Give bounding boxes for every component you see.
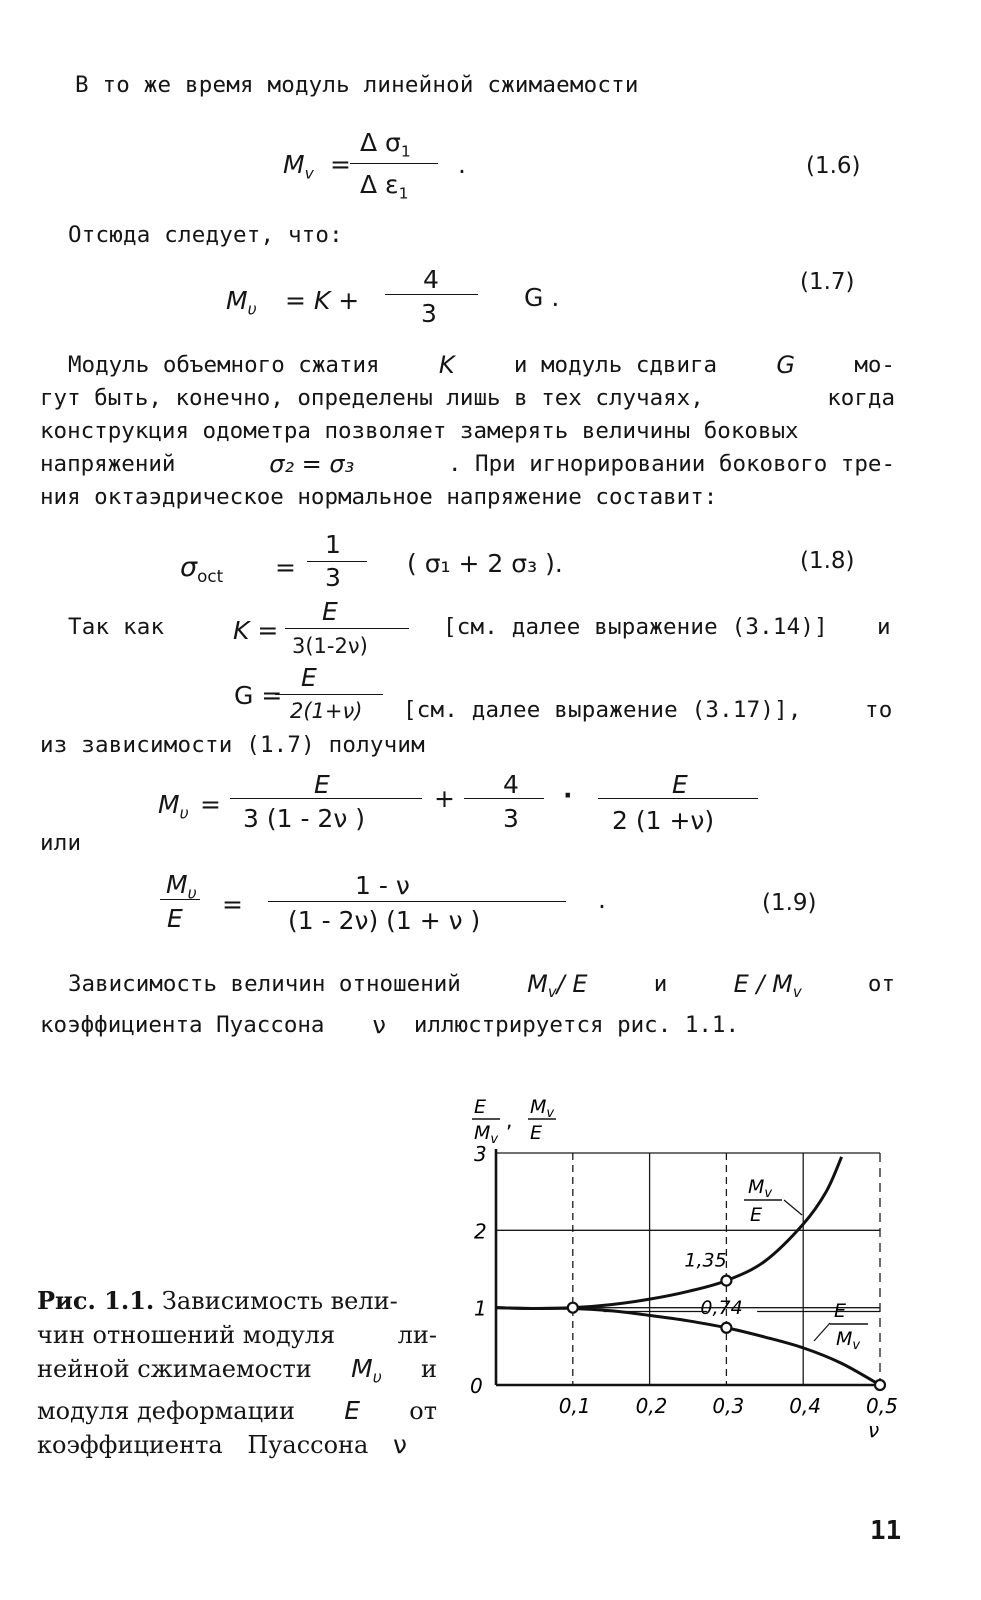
para2-text: Зависимость величин отношений [68,971,461,997]
eq18-lhs: $\sigma_{oct}$ [180,552,224,586]
symbol-nu: ν [372,1011,386,1040]
paragraph-dependence [40,968,895,1042]
k-numerator: E [322,597,338,626]
curve-label-subscript: v [852,1338,861,1353]
intro-text: В то же время модуль линейной сжимаемости [75,72,639,98]
curve-label-denominator: $M_v$ [836,1328,861,1353]
curve-label-subscript: v [764,1186,773,1201]
eq19-lhs-bar [160,899,200,900]
eq16-lhs: $M_v$ [283,150,314,183]
eq18-rhs: ( σ₁ + 2 σ₃ ). [407,549,563,578]
x-tick-label: 0,3 [712,1394,745,1418]
marked-point [875,1380,885,1390]
or-text: или [40,830,82,856]
g-to: то [865,697,893,723]
eqmid-bar3 [598,798,758,799]
x-tick-label: 0,5 [866,1394,898,1418]
eq19-dot: . [598,885,606,914]
fraction-numerator: $M_v$ [530,1096,555,1121]
curve-label-numerator: E [834,1300,847,1322]
marked-point [721,1276,731,1286]
paragraph-bulk-modulus [40,349,895,514]
y-tick-label: 2 [474,1219,487,1244]
marked-point [721,1323,731,1333]
fraction-subscript: v [546,1106,555,1121]
y-tick-label: 3 [474,1142,487,1166]
eq16-numerator: Δ $\sigma_1$ [360,128,411,161]
eqmid-plus: + [434,784,455,813]
caption-line: чин отношений модуля ли- [37,1321,437,1349]
fraction-denominator: E [530,1122,543,1144]
eqmid-n2: 4 [503,770,519,799]
para1-text: гут быть, конечно, определены лишь в тех случаях, [40,385,704,411]
eq17-tail: G . [524,283,560,312]
follows-text: Отсюда следует, что: [68,222,343,248]
figure-caption [37,1284,437,1462]
curve-label-denominator: E [750,1204,763,1226]
x-tick-label: 0,1 [558,1394,591,1418]
eq17-mid: = K + [285,286,360,315]
eq19-lhs-num: $M_\upsilon$ [166,870,197,903]
eq18-numerator: 1 [325,530,341,559]
eqmid-d3: 2 (1 +ν) [612,806,715,835]
eq16-fraction-bar [350,163,438,164]
curve-label-leader [814,1323,830,1341]
eqmid-lhs: $M_\upsilon$ [158,790,189,823]
para1-text: ния октаэдрическое нормальное напряжение составит: [40,484,718,510]
g-fraction-bar [275,694,383,695]
para1-text: когда [827,385,895,411]
eq18-equals: = [275,553,296,582]
k-fraction-bar [285,628,409,629]
series-line-mv-over-e [496,1157,842,1309]
x-tick-label: 0,4 [789,1394,822,1418]
para1-text: напряжений [40,451,176,477]
y-tick-label: 1 [474,1296,487,1321]
eq19-equals: = [222,890,243,919]
series-line-e-over-mv [496,1308,880,1385]
caption-line: коэффициента Пуассона ν [37,1430,407,1460]
eq17-fraction-bar [385,294,478,295]
axis-caption-mv-over-e [528,1096,556,1144]
eqmid-bar1 [230,798,422,799]
x-axis-label: ν [868,1418,880,1442]
fraction-numerator: E [474,1096,487,1118]
symbol-K: K [438,351,455,379]
eq16-number: (1.6) [806,153,861,179]
eq17-number: (1.7) [800,269,855,295]
point-label: 0,74 [700,1296,743,1319]
fraction-subscript: v [490,1132,499,1147]
eqmid-bar2 [464,798,544,799]
x-tick-label: 0,2 [635,1394,668,1418]
k-reference: [см. далее выражение (3.14)] [443,614,828,640]
caption-line: нейной сжимаемости $M_\upsilon$ и [37,1354,437,1387]
poisson-ratio-chart [440,1085,920,1475]
eqmid-d1: 3 (1 - 2ν ) [243,804,365,833]
eq16-dot: . [458,150,466,179]
g-reference: [см. далее выражение (3.17)], [403,697,802,723]
eqmid-n1: E [314,770,330,799]
para1-text: Модуль объемного сжатия [68,352,380,378]
g-numerator: E [301,663,317,692]
eq17-lhs: $M_\upsilon$ [226,286,257,319]
k-denominator: 3(1-2ν) [292,634,368,658]
fraction-denominator: $M_v$ [474,1122,499,1147]
eqmid-dot: · [563,781,573,810]
eqmid-n3: E [672,770,688,799]
eq19-number: (1.9) [762,890,817,916]
caption-line: Рис. 1.1. Зависимость вели- [37,1286,398,1315]
point-label: 1,35 [684,1249,727,1272]
marked-point [568,1303,578,1313]
from-dependence: из зависимости (1.7) получим [40,732,425,758]
since-lead: Так как [68,614,165,640]
g-lhs: G = [234,681,283,710]
para1-text: мо- [854,352,895,378]
eqmid-d2: 3 [503,804,519,833]
curve-label-numerator: $M_v$ [748,1176,773,1201]
eq19-fraction-bar [268,901,566,902]
para1-text: конструкция одометра позволяет замерять величины боковых [40,418,799,444]
x-tick-label: 0 [470,1374,483,1398]
chart-labels [472,1096,880,1353]
curve-label-leader [784,1200,802,1215]
para2-text: иллюстрируется рис. 1.1. [413,1012,739,1039]
axis-caption-separator: , [506,1108,513,1132]
para1-text: и модуль сдвига [513,352,718,378]
eq19-denominator: (1 - 2ν) (1 + ν ) [288,906,481,935]
k-and: и [877,614,891,640]
para1-text: . При игнорировании бокового тре- [447,451,895,477]
ratio-e-mv: E / $M_v$ [733,970,802,1002]
symbol-G: G [776,351,796,379]
k-lhs: K = [233,616,279,645]
eq18-number: (1.8) [800,548,855,574]
sigma-equality: σ₂ = σ₃ [269,450,355,478]
eq17-denominator: 3 [421,299,437,328]
curve-label-mv-over-e [744,1176,782,1226]
ratio-mv-e: $M_v/$ E [527,970,588,1002]
eq19-numerator: 1 - ν [355,871,410,900]
eq16-denominator: Δ $\varepsilon_1$ [360,170,409,203]
g-denominator: 2(1+ν) [290,699,363,723]
para2-text: и [653,971,668,997]
eq19-lhs-den: E [167,904,183,933]
para2-text: от [867,971,895,997]
caption-line: модуля деформации E от [37,1396,437,1426]
page-number: 11 [870,1516,902,1546]
para2-text: коэффициента Пуассона [40,1012,325,1039]
eq17-numerator: 4 [423,265,439,294]
eq18-fraction-bar [307,561,367,562]
eqmid-equals: = [200,790,221,819]
eq16-equals: = [330,150,351,179]
axis-caption-e-over-mv [472,1096,500,1147]
eq18-denominator: 3 [325,563,341,592]
